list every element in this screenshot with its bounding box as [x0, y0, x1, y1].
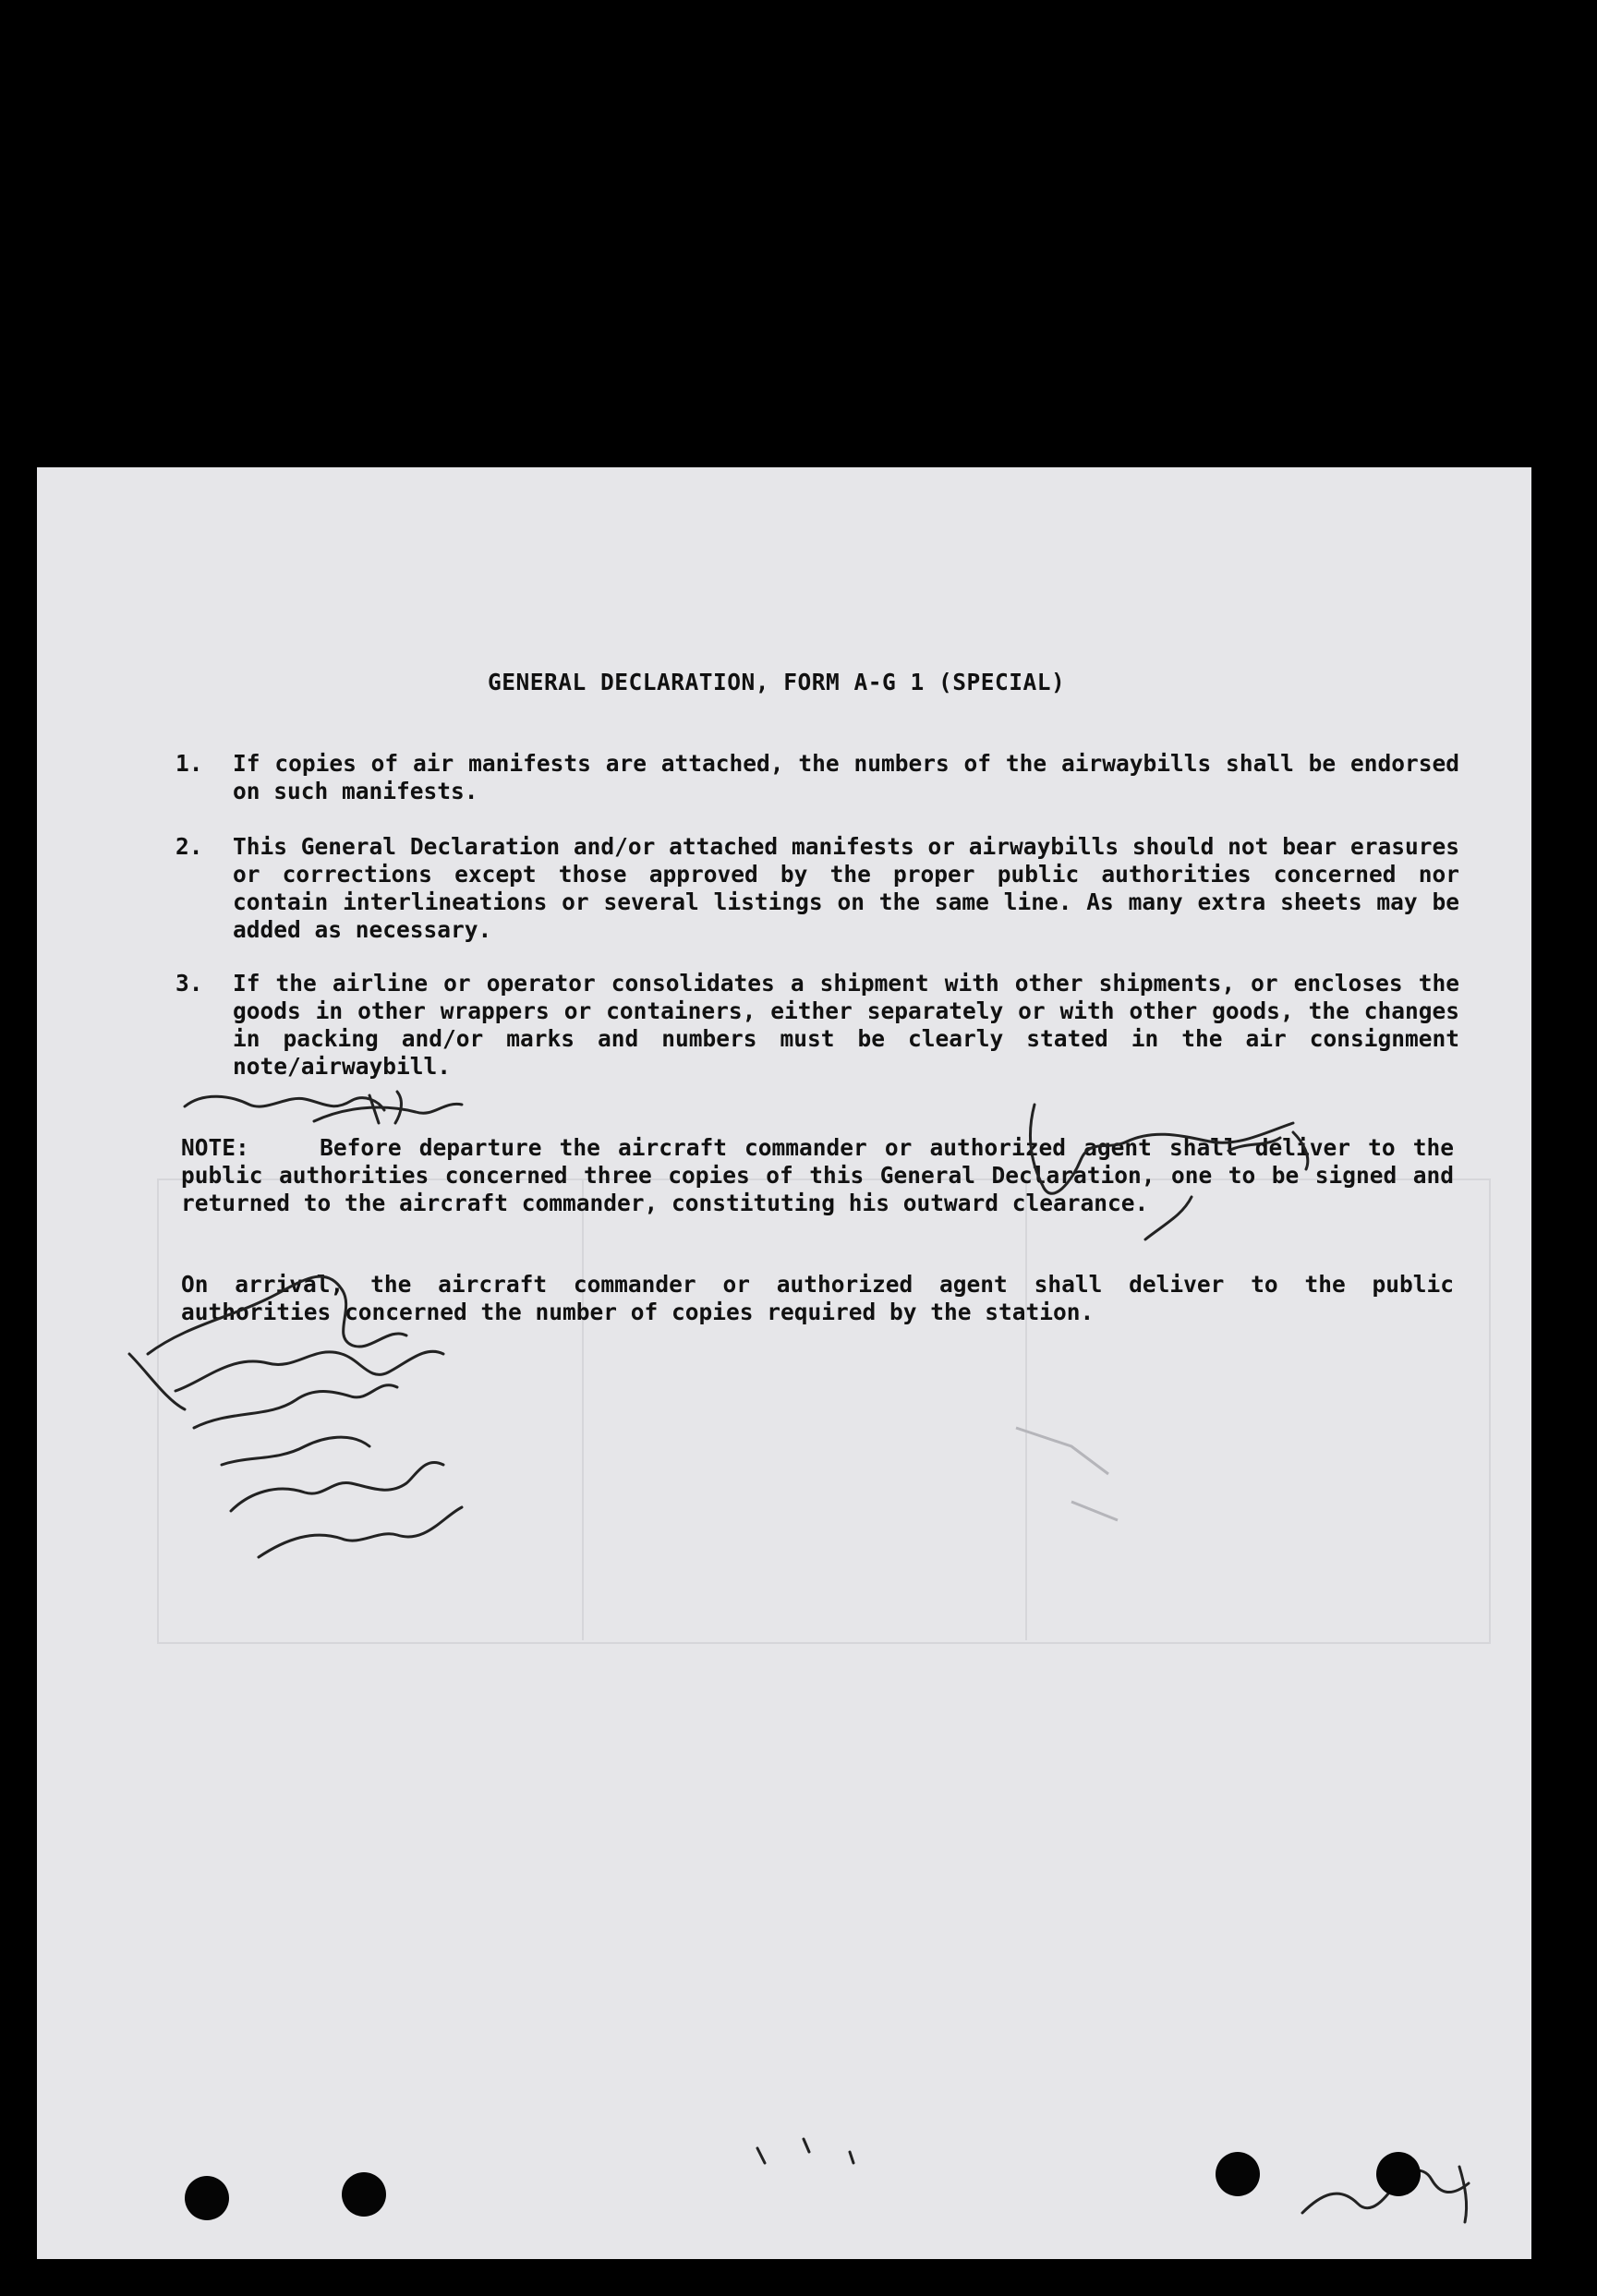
item-text: This General Declaration and/or attached manifests or airwaybills should not bear erasures or corrections except those approved by the proper public authorities concerned nor contain interlineations or several listings on the same line. As many extra sheets may be added as necessary. [233, 833, 1459, 943]
document-sheet [37, 467, 1531, 2259]
arrival-note: On arrival, the aircraft commander or authorized agent shall deliver to the public authorities concerned the number of copies required by the station. [181, 1271, 1454, 1325]
departure-note: NOTE: Before departure the aircraft commander or authorized agent shall deliver to the public authorities concerned three copies of this General Declaration, one to be signed and returned to the aircraft commander, constituting his outward clearance. [181, 1134, 1468, 1216]
punch-hole [1376, 2152, 1421, 2196]
item-number: 2. [175, 833, 203, 860]
punch-hole [342, 2172, 386, 2217]
item-text: If the airline or operator consolidates a shipment with other shipments, or encloses the goods in other wrappers or containers, either separately or with other goods, the changes in packing and/or marks and numbers must be clearly stated in the air consignment note/airwaybill. [233, 970, 1459, 1080]
form-title: GENERAL DECLARATION, FORM A-G 1 (SPECIAL) [488, 669, 1066, 695]
handwritten-signatures [37, 467, 1531, 2259]
item-text: If copies of air manifests are attached, the numbers of the airwaybills shall be endorsed on such manifests. [233, 750, 1459, 804]
punch-hole [1216, 2152, 1260, 2196]
item-number: 1. [175, 750, 203, 777]
punch-hole [185, 2176, 229, 2220]
item-number: 3. [175, 970, 203, 997]
